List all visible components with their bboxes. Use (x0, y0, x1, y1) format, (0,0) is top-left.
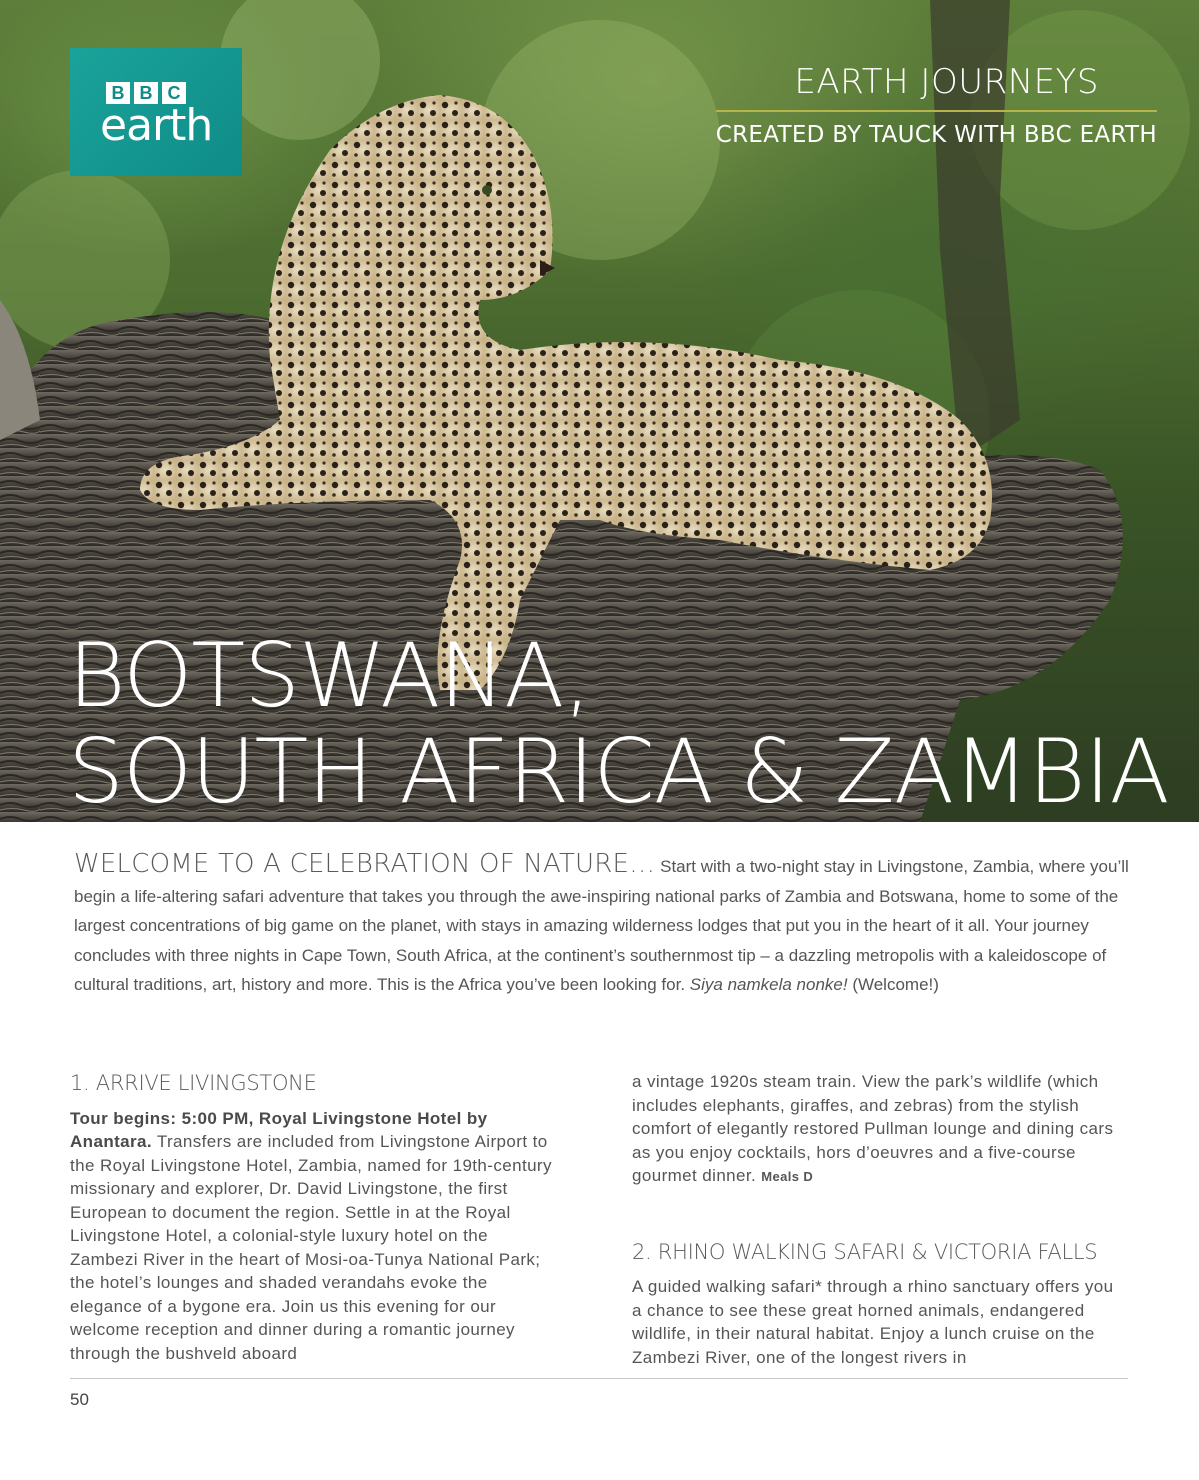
day-lead: Tour begins: 5:00 PM, Royal Livingstone Hotel by Anantara. (70, 1108, 488, 1151)
intro-lead: WELCOME TO A CELEBRATION OF NATURE… (74, 849, 656, 879)
page-title (68, 624, 1169, 822)
bbc-logo-block: B (134, 82, 158, 104)
footer-divider (70, 1378, 1128, 1379)
page-number: 50 (70, 1390, 89, 1409)
intro-italic: Siya namkela nonke! (689, 975, 848, 994)
bbc-logo-word: earth (100, 100, 213, 151)
meals-label: Meals D (761, 1169, 814, 1184)
series-divider (716, 110, 1157, 112)
day-body: A guided walking safari* through a rhino sanctuary offers you a chance to see these great horned animals, endangered wildlife, in their natural habitat. Enjoy a lunch cruise on the Zambezi River, one of the longest rivers in (632, 1277, 1114, 1367)
intro-paragraph (74, 850, 1130, 1000)
bbc-logo-block: C (162, 82, 186, 104)
day-heading: 1. ARRIVE LIVINGSTONE (70, 1071, 317, 1095)
day-text (70, 1107, 560, 1366)
page-title-line: BOTSWANA, (68, 624, 591, 727)
itinerary-column-right (632, 1070, 1122, 1369)
series-title: EARTH JOURNEYS (794, 62, 1099, 102)
bbc-earth-logo (70, 48, 242, 176)
day-body: Transfers are included from Livingstone Airport to the Royal Livingstone Hotel, Zambia, named for 19th-century missionary and explorer, Dr. David Livingstone, the first European to document the region. Settle in at the Royal Livingstone Hotel, a colonial-style luxury hotel on the Zambezi River in the heart of Mosi-oa-Tunya National Park; the hotel’s lounges and shaded verandahs evoke the elegance of a bygone era. Join us this evening for our welcome reception and dinner during a romantic journey through the bushveld aboard (70, 1132, 552, 1363)
day-heading: 2. RHINO WALKING SAFARI & VICTORIA FALLS (632, 1239, 1098, 1264)
day-continuation (632, 1070, 1122, 1189)
page-title-line: SOUTH AFRICA & ZAMBIA (68, 720, 1169, 822)
day-continuation-text: a vintage 1920s steam train. View the park’s wildlife (which includes elephants, giraffes, and zebras) from the stylish comfort of elegantly restored Pullman lounge and dining cars as you enjoy cocktails, hors d’oeuvres and a five-course gourmet dinner. (632, 1072, 1114, 1185)
itinerary-column-left (70, 1072, 560, 1365)
intro-tail: (Welcome!) (847, 975, 939, 994)
intro-body: Start with a two-night stay in Livingstone, Zambia, where you’ll begin a life-altering safari adventure that takes you through the awe-inspiring national parks of Zambia and Botswana, home to some of the largest concentrations of big game on the planet, with stays in amazing wilderness lodges that put you in the heart of it all. Your journey concludes with three nights in Cape Town, South Africa, at the continent’s southernmost tip – a dazzling metropolis with a kaleidoscope of cultural traditions, art, history and more. This is the Africa you’ve been looking for. (74, 857, 1129, 994)
bbc-logo-block: B (106, 82, 130, 104)
series-subtitle: CREATED BY TAUCK WITH BBC EARTH (715, 122, 1157, 148)
